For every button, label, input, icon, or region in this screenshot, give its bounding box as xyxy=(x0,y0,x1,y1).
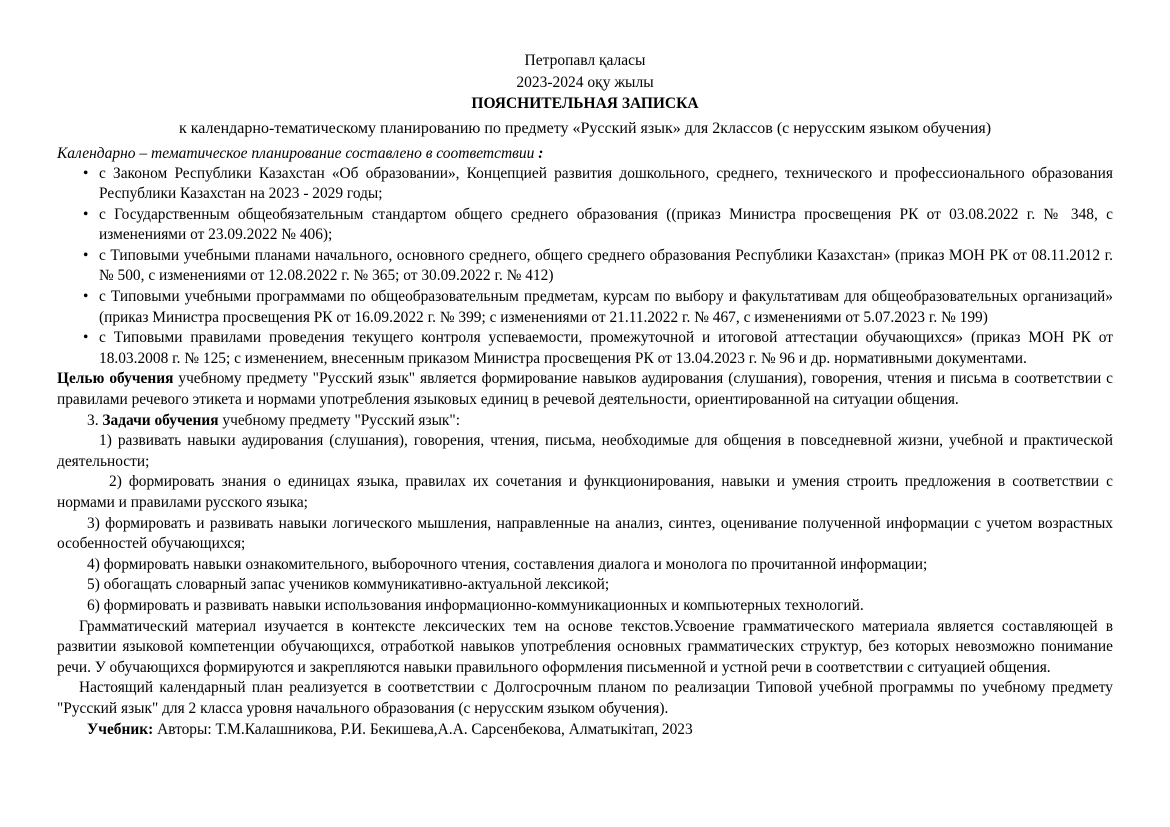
list-item: • с Государственным общеобязательным стандартом общего среднего образования ((приказ Министра просвещения РК от 03.08.2022 г. № 348, с изменениями от 23.09.2022 № 406); xyxy=(57,205,1113,246)
header-city: Петропавл қаласы xyxy=(524,52,646,69)
task-item-5: 5) обогащать словарный запас учеников коммуникативно-актуальной лексикой; xyxy=(87,576,610,594)
task-item-2: 2) формировать знания о единицах языка, правилах их сочетания и функционирования, навыки и умения строить предложения в соответствии с нормами и правилами русского языка; xyxy=(57,473,1113,511)
tasks-heading-number: 3. xyxy=(87,411,103,429)
tasks-heading-bold: Задачи обучения xyxy=(102,411,219,429)
intro-lead-colon: : xyxy=(538,144,544,162)
plan-paragraph: Настоящий календарный план реализуется в соответствии с Долгосрочным планом по реализации Типовой учебной программы по учебному предмету "Русский язык" для 2 класса уровня начального образования (с нерусским языком обучения). xyxy=(57,679,1113,717)
goal-paragraph xyxy=(57,369,1113,410)
list-item: • с Законом Республики Казахстан «Об образовании», Концепцией развития дошкольного, среднего, технического и профессионального образования Республики Казахстан на 2023 - 2029 годы; xyxy=(57,164,1113,205)
intro-lead xyxy=(57,140,1113,164)
page-title: ПОЯСНИТЕЛЬНАЯ ЗАПИСКА xyxy=(471,95,699,112)
task-item-6: 6) формировать и развивать навыки использования информационно-коммуникационных и компьютерных технологий. xyxy=(87,596,864,614)
document-content xyxy=(57,50,1113,740)
list-item: • с Типовыми учебными планами начального, основного среднего, общего среднего образования Республики Казахстан» (приказ МОН РК от 08.11.2012 г. № 500, с изменениями от 12.08.2022 г. № 365; от 30.09.2022 г. № 412) xyxy=(57,246,1113,287)
tasks-heading-text: учебному предмету "Русский язык": xyxy=(218,411,460,429)
textbook-label: Учебник: xyxy=(87,720,154,738)
tasks-heading xyxy=(57,411,1113,432)
task-item-1: 1) развивать навыки аудирования (слушания), говорения, чтения, письма, необходимые для общения в повседневной жизни, учебной и практической деятельности; xyxy=(57,432,1113,470)
header-school-year: 2023-2024 оқу жылы xyxy=(516,73,654,91)
textbook-line xyxy=(57,720,1113,741)
list-item: • с Типовыми учебными программами по общеобразовательным предметам, курсам по выбору и факультативам для общеобразовательных организаций» (приказ Министра просвещения РК от 16.09.2022 г. № 399; с изменениями от 21.11.2022 г. № 467, с изменениями от 5.07.2023 г. № 199) xyxy=(57,287,1113,328)
task-item-4: 4) формировать навыки ознакомительного, выборочного чтения, составления диалога и монолога по прочитанной информации; xyxy=(87,555,928,573)
list-item: • с Типовыми правилами проведения текущего контроля успеваемости, промежуточной и итоговой аттестации обучающихся» (приказ МОН РК от 18.03.2008 г. № 125; с изменением, внесенным приказом Министра просвещения РК от 13.04.2023 г. № 96 и др. нормативными документами. xyxy=(57,328,1113,369)
intro-lead-text: Календарно – тематическое планирование составлено в соответствии xyxy=(57,144,539,162)
legal-reference-list xyxy=(57,164,1113,370)
textbook-text: Авторы: Т.М.Калашникова, Р.И. Бекишева,А.А. Сарсенбекова, Алматыкітап, 2023 xyxy=(153,720,693,738)
goal-bold-lead: Целью обучения xyxy=(57,370,174,388)
task-item-3: 3) формировать и развивать навыки логического мышления, направленные на анализ, синтез, оценивание полученной информации с учетом возрастных особенностей обучающихся; xyxy=(57,514,1113,553)
header-subtitle: к календарно-тематическому планированию по предмету «Русский язык» для 2классов (с нерусским языком обучения) xyxy=(178,119,992,137)
goal-text: учебному предмету "Русский язык" является формирование навыков аудирования (слушания), говорения, чтения и письма в соответствии с правилами речевого этикета и нормами употребления языковых единиц в речевой деятельности, ориентированной на ситуации общения. xyxy=(57,370,1113,409)
document-header xyxy=(57,50,1113,140)
grammar-paragraph: Грамматический материал изучается в контексте лексических тем на основе текстов.Усвоение грамматического материала является составляющей в развитии языковой компетенции обучающихся, отработкой навыков употребления основных грамматических структур, без которых невозможно понимание речи. У обучающихся формируются и закрепляются навыки правильного оформления письменной и устной речи в соответствии с ситуацией общения. xyxy=(57,617,1113,676)
